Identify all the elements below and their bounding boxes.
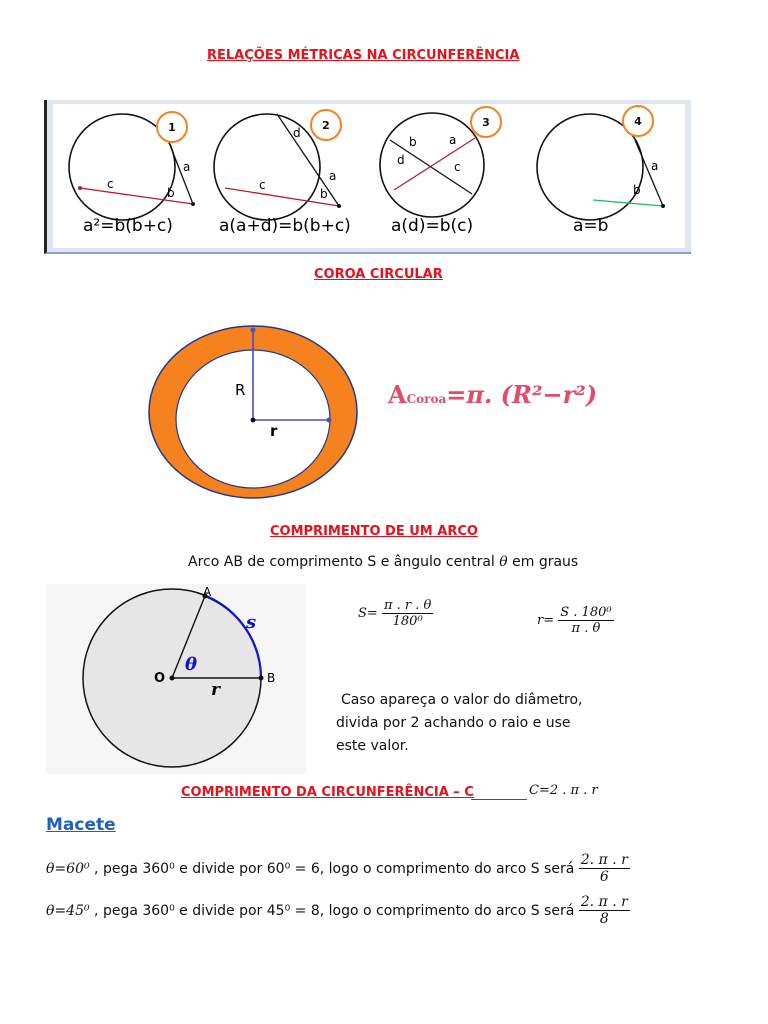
coroa-formula-A: A (388, 380, 407, 409)
fig1-label-c: c (107, 177, 114, 191)
coroa-formula (388, 380, 597, 409)
fig1-label-b: b (167, 186, 175, 200)
coroa-R-label: R (235, 381, 246, 399)
page-title: RELAÇÕES MÉTRICAS NA CIRCUNFERÊNCIA (207, 48, 520, 63)
circ-formula: C=2 . π . r (529, 783, 598, 798)
macete-title: Macete (46, 815, 116, 835)
fig3-label-a: a (449, 133, 457, 147)
macete-row-2 (46, 894, 630, 927)
macete-row-1-theta: θ=60⁰ (46, 860, 90, 877)
fig4-label-b: b (633, 183, 641, 197)
macete-row-1-num: 2. π . r (580, 852, 628, 868)
arco-diagram (46, 584, 306, 774)
coroa-diagram (140, 322, 370, 504)
formula-3: a(d)=b(c) (391, 216, 474, 236)
macete-row-1-text: , pega 360⁰ e divide por 60⁰ = 6, logo o comprimento do arco S será (89, 860, 579, 877)
arco-label-O: O (154, 671, 166, 686)
arco-label-B: B (267, 671, 276, 685)
fig2-label-d: d (293, 126, 301, 140)
arco-intro (188, 554, 578, 570)
circ-title: COMPRIMENTO DA CIRCUNFERÊNCIA – C (181, 785, 474, 800)
arco-note-line-1: Caso apareça o valor do diâmetro, (341, 692, 583, 708)
fig3-label-d: d (397, 153, 405, 167)
arco-formula-S-frac (382, 598, 433, 629)
arco-label-A: A (203, 585, 212, 599)
fig1-label-a: a (183, 160, 191, 174)
macete-row-2-num: 2. π . r (580, 894, 628, 910)
coroa-title: COROA CIRCULAR (314, 267, 443, 282)
arco-intro-before: Arco AB de comprimento S e ângulo central (188, 554, 500, 570)
coroa-formula-sub: Coroa (406, 392, 447, 406)
arco-formula-S-num: π . r . θ (383, 598, 432, 613)
arco-title: COMPRIMENTO DE UM ARCO (270, 524, 478, 539)
arco-note (336, 689, 583, 758)
coroa-r-label: r (270, 422, 278, 440)
arco-intro-after: em graus (507, 554, 579, 570)
macete-row-1 (46, 852, 630, 885)
arco-note-line-3: este valor. (336, 738, 409, 754)
fig2-label-a: a (329, 169, 337, 183)
fig3-label-b: b (409, 135, 417, 149)
fig3-label-c: c (454, 160, 461, 174)
arco-formula-S (358, 598, 433, 629)
macete-row-2-text: , pega 360⁰ e divide por 45⁰ = 8, logo o comprimento do arco S será (89, 902, 579, 919)
macete-row-2-frac (579, 894, 630, 927)
relations-figure (44, 100, 691, 254)
arco-formula-r-lhs: r= (537, 613, 555, 628)
badge-4: 4 (622, 105, 654, 137)
arco-formula-S-den: 180⁰ (392, 614, 423, 629)
badge-1: 1 (156, 111, 188, 143)
formula-1: a²=b(b+c) (83, 216, 173, 236)
fig2-label-c: c (259, 178, 266, 192)
badge-2: 2 (310, 109, 342, 141)
arco-formula-r-den: π . θ (571, 621, 601, 636)
fig4-label-a: a (651, 159, 659, 173)
circ-title-underline (471, 799, 527, 800)
relations-diagram (47, 100, 691, 252)
arco-formula-r-num: S . 180⁰ (560, 605, 612, 620)
coroa-formula-rest: =π. (R²−r²) (446, 380, 598, 409)
arco-formula-r (537, 605, 614, 636)
arco-label-theta: θ (185, 654, 198, 675)
arco-formula-r-frac (558, 605, 613, 636)
arco-formula-S-lhs: S= (358, 606, 378, 621)
badge-3: 3 (470, 106, 502, 138)
arco-label-s: s (246, 612, 257, 633)
arco-label-r: r (211, 680, 220, 700)
macete-row-2-den: 8 (599, 911, 609, 927)
formula-2: a(a+d)=b(b+c) (219, 216, 351, 236)
fig2-label-b: b (320, 187, 328, 201)
macete-row-1-den: 6 (599, 869, 609, 885)
formula-4: a=b (573, 216, 609, 236)
macete-row-2-theta: θ=45⁰ (46, 902, 90, 919)
arco-intro-theta: θ (499, 554, 508, 570)
macete-row-1-frac (579, 852, 630, 885)
arco-note-line-2: divida por 2 achando o raio e use (336, 715, 571, 731)
